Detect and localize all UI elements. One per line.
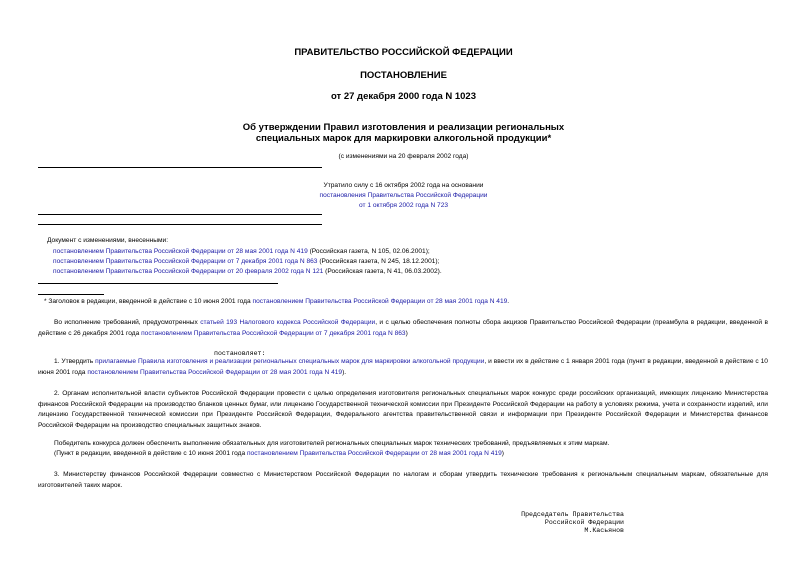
- expired-notice: Утратило силу с 16 октября 2002 года на основании: [323, 182, 484, 189]
- divider: [38, 283, 278, 284]
- item-1: 1. Утвердить прилагаемые Правила изготовления и реализации региональных специальных марок для маркировки алкогольной продукции, и ввести их в действие с 1 января 2001 года (пункт в редакции, введенной в действие с 10 июня 2001 года постановлением Правительства Российской Федерации от 28 мая 2001 года N 419).: [38, 358, 768, 376]
- footnote-link[interactable]: постановлением Правительства Российской Федерации от 28 мая 2001 года N 419: [252, 298, 508, 305]
- tax-code-link[interactable]: статьей 193 Налогового кодекса Российской Федерации: [200, 319, 376, 326]
- changes-item: постановлением Правительства Российской Федерации от 28 мая 2001 года N 419 (Российская газета, N 105, 02.06.2001);: [53, 248, 430, 255]
- item-2-amendment: (Пункт в редакции, введенной в действие с 10 июня 2001 года постановлением Правительства Российской Федерации от 28 мая 2001 года N 419): [54, 450, 504, 457]
- expired-link-line1[interactable]: постановления Правительства Российской Федерации: [319, 192, 488, 199]
- signature-block: [521, 511, 624, 536]
- divider: [38, 167, 322, 168]
- government-heading: ПРАВИТЕЛЬСТВО РОССИЙСКОЙ ФЕДЕРАЦИИ: [294, 47, 513, 58]
- document-date-number: от 27 декабря 2000 года N 1023: [330, 91, 476, 102]
- changes-item-link[interactable]: постановлением Правительства Российской Федерации от 28 мая 2001 года N 419: [53, 248, 308, 255]
- footnote-divider: [38, 294, 104, 295]
- preamble: Во исполнение требований, предусмотренных статьей 193 Налогового кодекса Российской Федерации, и с целью обеспечения полноты сбора акцизов Правительство Российской Федерации (преамбула в редакции, введенной в действие с 26 декабря 2001 года постановлением Правительства Российской Федерации от 7 декабря 2001 года N 863): [38, 319, 768, 337]
- decree-word: постановляет:: [214, 350, 266, 357]
- changes-item-link[interactable]: постановлением Правительства Российской Федерации от 7 декабря 2001 года N 863: [53, 258, 318, 265]
- expired-link-line2[interactable]: от 1 октября 2002 года N 723: [358, 202, 449, 209]
- document-title-line1: Об утверждении Правил изготовления и реализации региональных: [242, 122, 565, 133]
- item-2-winner: Победитель конкурса должен обеспечить выполнение обязательных для изготовителей региональных специальных марок технических требований, предъявляемых к этим маркам.: [54, 440, 610, 447]
- preamble-amend-link[interactable]: постановлением Правительства Российской Федерации от 7 декабря 2001 года N 863: [141, 329, 406, 337]
- signature-org: Российской Федерации: [544, 519, 624, 527]
- changes-item: постановлением Правительства Российской Федерации от 7 декабря 2001 года N 863 (Российская газета, N 245, 18.12.2001);: [53, 258, 440, 265]
- changes-intro: Документ с изменениями, внесенными:: [47, 237, 169, 244]
- changes-item: постановлением Правительства Российской Федерации от 20 февраля 2002 года N 121 (Российская газета, N 41, 06.03.2002).: [53, 268, 442, 275]
- changes-item-link[interactable]: постановлением Правительства Российской Федерации от 20 февраля 2002 года N 121: [53, 268, 324, 275]
- signature-name: М.Касьянов: [584, 527, 624, 535]
- amendments-note: (с изменениями на 20 февраля 2002 года): [338, 153, 469, 160]
- document-type: ПОСТАНОВЛЕНИЕ: [360, 70, 447, 81]
- divider: [38, 224, 322, 225]
- signature-title: Председатель Правительства: [521, 511, 624, 518]
- item-2: 2. Органам исполнительной власти субъектов Российской Федерации провести с целью определения изготовителя региональных специальных марок конкурс среди российских организаций, имеющих лицензию Министерства финансов Российской Федерации на производство бланков ценных бумаг, или лицензию Государственной технической комиссии при Президенте Российской Федерации на работу в условиях режима, учета и сохранности изделий, или лицензию Государственной технической комиссии при Президенте Российской Федерации, Федерального агентства правительственной связи и информации при Президенте Российской Федерации и Министерства финансов Российской Федерации на производство специальных защитных знаков.: [38, 390, 768, 429]
- footnote: * Заголовок в редакции, введенной в действие с 10 июня 2001 года постановлением Правительства Российской Федерации от 28 мая 2001 года N 419.: [44, 298, 510, 305]
- rules-link[interactable]: прилагаемые Правила изготовления и реализации региональных специальных марок для маркировки алкогольной продукции: [95, 358, 485, 365]
- document-title-line2: специальных марок для маркировки алкогольной продукции*: [255, 133, 552, 144]
- divider: [38, 214, 322, 215]
- item-2-amend-link[interactable]: постановлением Правительства Российской Федерации от 28 мая 2001 года N 419: [246, 450, 502, 457]
- item-3: 3. Министерству финансов Российской Федерации совместно с Министерством Российской Федерации по налогам и сборам утвердить технические требования к региональным специальным маркам, обязательные для изготовителей таких марок.: [38, 471, 768, 489]
- item-1-amend-link[interactable]: постановлением Правительства Российской Федерации от 28 мая 2001 года N 419: [87, 368, 343, 376]
